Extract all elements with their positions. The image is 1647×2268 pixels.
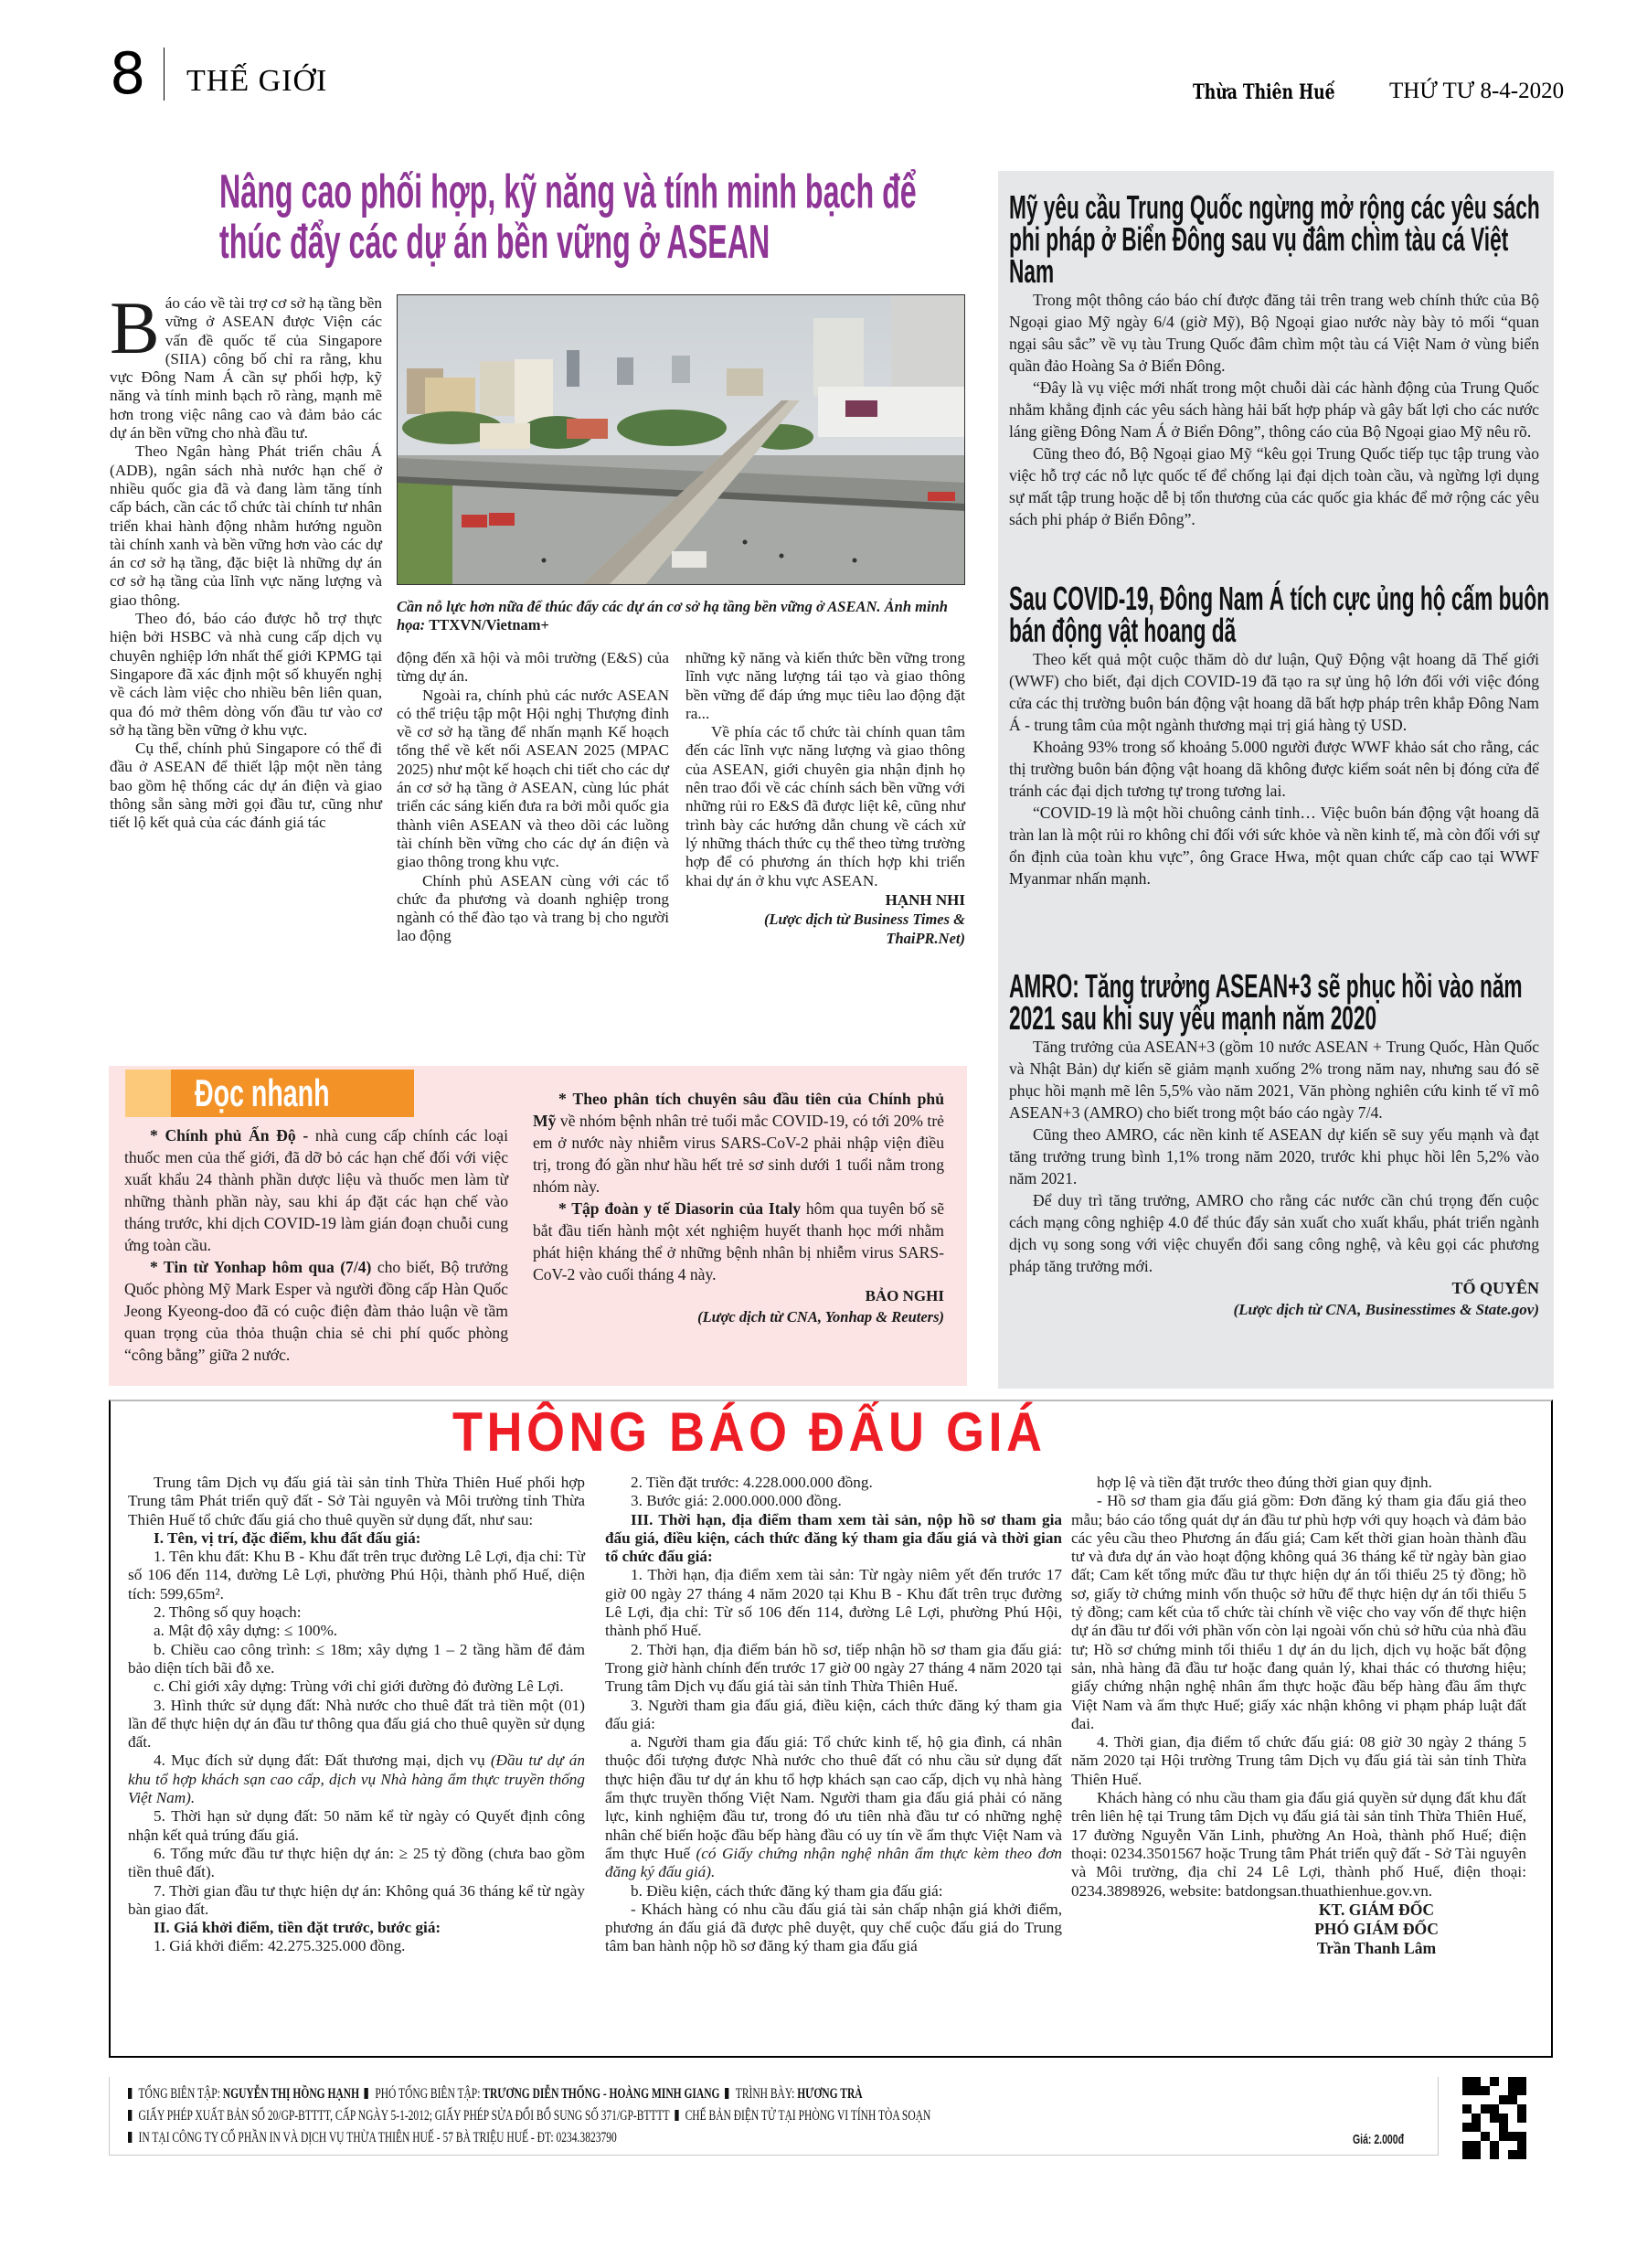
world-news-sidebar bbox=[998, 171, 1554, 1389]
quick-read-tab-accent bbox=[125, 1070, 171, 1117]
auction-paragraph: Trung tâm Dịch vụ đấu giá tài sản tỉnh Thừa Thiên Huế phối hợp Trung tâm Phát triển quỹ đất - Sở Tài nguyên và Môi trường tỉnh Thừa Thiên Huế tổ chức đấu giá cho thuê quyền sử dụng đất, như sau: bbox=[128, 1474, 585, 1528]
article-paragraph: Khoảng 93% trong số khoảng 5.000 người được WWF khảo sát cho rằng, các thị trường buôn bán động vật hoang dã không được kiểm soát nên bị đóng cửa để tránh các đại dịch tương tự trong tương lai. bbox=[1009, 738, 1539, 800]
page-number: 8 bbox=[110, 40, 146, 107]
issue-date: THỨ TƯ 8-4-2020 bbox=[1389, 79, 1565, 103]
auction-paragraph: - Hồ sơ tham gia đấu giá gồm: Đơn đăng ký tham gia đấu giá theo mẫu; báo cáo tổng quát dự án đầu tư phù hợp với quy hoạch và đảm bảo các yêu cầu theo Phương án đấu giá; Cam kết thời gian hoàn thành đầu tư và đưa dự án vào hoạt động không quá 36 tháng kể từ ngày bàn giao đất; Cam kết tổng mức đầu tư thực hiện dự án tối thiểu 25 tỷ đồng; hồ sơ, giấy tờ chứng minh vốn thuộc sở hữu để thực hiện dự án tối thiểu 5 tỷ đồng; cam kết của tổ chức tài chính về việc cho vay vốn để thực hiện dự án đầu tư đối với phần vốn còn lại ngoài vốn chủ sở hữu của nhà đầu tư; Hồ sơ chứng minh tối thiểu 1 dự án du lịch, dịch vụ hoặc bất động sản, nhà hàng đã đầu tư hoặc đang quản lý, khai thác có thương hiệu; giấy chứng nhận nghệ nhân ẩm thực hoặc đầu bếp hàng đầu ẩm thực Việt Nam và ẩm thực Huế; giấy xác nhận không vi phạm pháp luật đất đai. bbox=[1071, 1492, 1526, 1732]
auction-paragraph: c. Chỉ giới xây dựng: Trùng với chỉ giới đường đỏ đường Lê Lợi. bbox=[154, 1677, 564, 1696]
article-paragraph: “COVID-19 là một hồi chuông cảnh tỉnh… Việc buôn bán động vật hoang dã tràn lan là một rủi ro không chỉ đối với sức khỏe và nền kinh tế, mà còn đối với sự ổn định của toàn khu vực”, ông Grace Hwa, một quan chức cấp cao tại WWF Myanmar nhấn mạnh. bbox=[1009, 804, 1539, 888]
auction-paragraph: hợp lệ và tiền đặt trước theo đúng thời gian quy định. bbox=[1097, 1474, 1432, 1491]
main-article-column-3 bbox=[685, 649, 965, 948]
article-paragraph: Theo kết quả một cuộc thăm dò dư luận, Quỹ Động vật hoang dã Thế giới (WWF) cho biết, đại dịch COVID-19 đã tạo ra sự ủng hộ lớn đối với việc đóng cửa các thị trường buôn bán động vật hoang dã bất hợp pháp trên khắp Đông Nam Á - trung tâm của một ngành thương mại trị giá hàng tỷ USD. bbox=[1009, 650, 1539, 734]
article-paragraph: Để duy trì tăng trưởng, AMRO cho rằng các nước cần chú trọng đến cuộc cách mạng công nghiệp 4.0 để thúc đẩy sản xuất cho xuất khẩu, phát triển ngành dịch vụ song song với việc chuyển đổi sang công nghệ, và kêu gọi các phương pháp tăng trưởng mới. bbox=[1009, 1191, 1539, 1275]
article-photo bbox=[397, 294, 965, 585]
sidebar-article bbox=[1009, 188, 1540, 530]
photo-illustration-icon bbox=[398, 295, 965, 585]
article-paragraph: Ngoài ra, chính phủ các nước ASEAN có thể triệu tập một Hội nghị Thượng đỉnh về cơ sở hạ tầng để nhấn mạnh Kế hoạch tổng thể về kết nối ASEAN 2025 (MPAC 2025) như một kế hoạch chi tiết cho các dự án cơ sở hạ tầng ở ASEAN, cùng lúc phát triển các sáng kiến đưa ra bởi mỗi quốc gia thành viên ASEAN và theo dõi các luồng tài chính bền vững cho các dự án điện và giao thông trong khu vực. bbox=[397, 686, 669, 871]
quick-read-column-1 bbox=[124, 1124, 508, 1366]
article-paragraph: Chính phủ ASEAN cùng với các tổ chức đa phương và doanh nghiệp trong ngành có thể đào tạo và trang bị cho người lao động bbox=[397, 871, 669, 945]
article-paragraph: Theo đó, báo cáo được hỗ trợ thực hiện bởi HSBC và nhà cung cấp dịch vụ chuyên nghiệp lớn nhất thế giới KPMG tại Singapore đã xác định một số khuyến nghị về cách làm việc cho nhiều bên liên quan, qua đó mở thêm dòng vốn đầu tư vào cơ sở hạ tầng bền vững ở khu vực. bbox=[110, 610, 382, 739]
auction-paragraph: 7. Thời gian đầu tư thực hiện dự án: Không quá 36 tháng kể từ ngày bàn giao đất. bbox=[128, 1881, 585, 1918]
auction-column-3 bbox=[1071, 1474, 1526, 1958]
auction-paragraph: a. Người tham gia đấu giá: Tổ chức kinh tế, hộ gia đình, cá nhân thuộc đối tượng được Nhà nước cho thuê đất có nhu cầu sử dụng đất thực hiện đầu tư dự án khu tổ hợp khách sạn cao cấp, dịch vụ nhà hàng ẩm thực truyền thống Việt Nam. Người tham gia đấu giá phải có năng lực, kinh nghiệm đầu tư, trong đó ưu tiên nhà đầu tư có những nghệ nhân chế biến hoặc đầu bếp hàng đầu có uy tín về ẩm thực Việt Nam và ẩm thực Huế (có Giấy chứng nhận nghệ nhân ẩm thực kèm theo đơn đăng ký đấu giá). bbox=[605, 1733, 1062, 1881]
photo-caption: Cần nỗ lực hơn nữa để thúc đẩy các dự án cơ sở hạ tầng bền vững ở ASEAN. Ảnh minh họa: TTXVN/Vietnam+ bbox=[397, 598, 948, 634]
article-source: (Lược dịch từ Business Times & ThaiPR.Net) bbox=[763, 910, 965, 947]
sidebar-article bbox=[1009, 967, 1539, 1321]
footer-license: GIẤY PHÉP XUẤT BẢN SỐ 20/GP-BTTTT, CẤP NGÀY 5-1-2012; GIẤY PHÉP SỬA ĐỔI BỔ SUNG SỐ 371/GP-BTTTT CHẾ BẢN ĐIỆN TỬ TẠI PHÒNG VI TÍNH TÒA SOẠN bbox=[128, 2108, 930, 2124]
auction-paragraph: b. Điều kiện, cách thức đăng ký tham gia đấu giá: bbox=[631, 1881, 943, 1900]
sidebar-article bbox=[1009, 580, 1550, 889]
bullet-icon bbox=[675, 2110, 678, 2121]
auction-paragraph: 3. Bước giá: 2.000.000.000 đồng. bbox=[631, 1492, 842, 1510]
auction-paragraph: 1. Tên khu đất: Khu B - Khu đất trên trục đường Lê Lợi, địa chỉ: Từ số 106 đến 114, đường Lê Lợi, phường Phú Hội, thành phố Huế, diện tích: 599,65m². bbox=[128, 1548, 585, 1603]
article-paragraph: “Đây là vụ việc mới nhất trong một chuỗi dài các hành động của Trung Quốc nhằm khẳng định các yêu sách hàng hải bất hợp pháp và gây bất lợi cho các nước láng giềng Đông Nam Á ở Biển Đông”, thông cáo của Bộ Ngoại giao Mỹ nêu rõ. bbox=[1009, 378, 1539, 441]
auction-paragraph: 1. Thời hạn, địa điểm xem tài sản: Từ ngày niêm yết đến trước 17 giờ 00 ngày 27 tháng 4 năm 2020 tại Khu B - Khu đất trên trục đường Lê Lợi, địa chỉ: Từ số 106 đến 114, đường Lê Lợi, phường Phú Hội, thành phố Huế. bbox=[605, 1566, 1062, 1640]
sidebar-article-title: Mỹ yêu cầu Trung Quốc ngừng mở rộng các yêu sách phi pháp ở Biển Đông sau vụ đâm chìm tàu cá Việt Nam bbox=[1009, 188, 1540, 290]
article-paragraph: Báo cáo về tài trợ cơ sở hạ tầng bền vững ở ASEAN được Viện các vấn đề quốc tế của Singapore (SIIA) công bố chỉ ra rằng, khu vực Đông Nam Á cần sự phối hợp, kỹ năng và tính minh bạch rõ ràng, mạnh mẽ hơn trong việc nâng cao và đảm bảo các dự án bền vững cho nhà đầu tư. bbox=[110, 286, 382, 442]
article-paragraph: Tăng trưởng của ASEAN+3 (gồm 10 nước ASEAN + Trung Quốc, Hàn Quốc và Nhật Bản) dự kiến sẽ giảm mạnh xuống 2% trong năm nay, nhưng sau đó sẽ phục hồi mạnh mẽ lên 5,5% vào năm 2021, Văn phòng nghiên cứu kinh tế vĩ mô ASEAN+3 (AMRO) cho biết trong một báo cáo ngày 7/4. bbox=[1009, 1038, 1539, 1122]
bullet-icon bbox=[365, 2088, 368, 2099]
masthead-footer bbox=[109, 2077, 1439, 2156]
bullet-icon bbox=[128, 2110, 132, 2121]
quick-read-column-2 bbox=[533, 1088, 944, 1327]
sidebar-author: TỐ QUYÊN bbox=[1451, 1279, 1539, 1297]
footer-printer: IN TẠI CÔNG TY CỔ PHẦN IN VÀ DỊCH VỤ THỪA THIÊN HUẾ - 57 BÀ TRIỆU HUẾ - ĐT: 0234.3823790 bbox=[128, 2130, 617, 2146]
article-paragraph: Theo Ngân hàng Phát triển châu Á (ADB), ngân sách nhà nước hạn chế ở nhiều quốc gia đã và đang làm tăng tính cấp bách, cần các tổ chức tài chính tư nhân triển khai hành động nhằm hướng nguồn tài chính xanh và bền vững hơn vào các dự án cơ sở hạ tầng, đặc biệt là những dự án cơ sở hạ tầng của lĩnh vực năng lượng và giao thông. bbox=[110, 442, 382, 609]
auction-paragraph: 2. Thông số quy hoạch: bbox=[154, 1603, 302, 1622]
article-paragraph: động đến xã hội và môi trường (E&S) của từng dự án. bbox=[397, 649, 669, 686]
qr-code-icon[interactable] bbox=[1462, 2077, 1526, 2159]
sidebar-article-title: Sau COVID-19, Đông Nam Á tích cực ủng hộ cấm buôn bán động vật hoang dã bbox=[1009, 580, 1550, 649]
article-paragraph: Trong một thông cáo báo chí được đăng tải trên trang web chính thức của Bộ Ngoại giao Mỹ ngày 6/4 (giờ Mỹ), Bộ Ngoại giao nước này bày tỏ mối “quan ngại sâu sắc” về vụ tàu Trung Quốc đâm chìm một tàu cá Việt Nam ở vùng biển quần đảo Hoàng Sa ở Biển Đông. bbox=[1009, 291, 1539, 375]
auction-paragraph: - Khách hàng có nhu cầu đấu giá tài sản chấp nhận giá khởi điểm, phương án đấu giá đã được phê duyệt, quy chế cuộc đấu giá do Trung tâm ban hành nộp hồ sơ đăng ký tham gia đấu giá bbox=[605, 1900, 1062, 1955]
quick-read-title: Đọc nhanh bbox=[195, 1071, 330, 1114]
dropcap: B bbox=[110, 286, 160, 369]
quick-read-item: * Tin từ Yonhap hôm qua (7/4) cho biết, Bộ trưởng Quốc phòng Mỹ Mark Esper và người đồng cấp Hàn Quốc Jeong Kyeong-doo đã có cuộc điện đàm thảo luận về tầm quan trọng của thỏa thuận chia sẻ chi phí quốc phòng “công bằng” giữa 2 nước. bbox=[124, 1258, 508, 1364]
quick-read-source: (Lược dịch từ CNA, Yonhap & Reuters) bbox=[697, 1308, 944, 1326]
sidebar-article-title: AMRO: Tăng trưởng ASEAN+3 sẽ phục hồi vào năm 2021 sau khi suy yếu mạnh năm 2020 bbox=[1009, 967, 1523, 1037]
quick-read-item: * Chính phủ Ấn Độ - nhà cung cấp chính các loại thuốc men của thế giới, đã dỡ bỏ các hạn chế đối với việc xuất khẩu 24 thành phần dược liệu và thuốc men làm từ những thành phần này, sau khi áp đặt các hạn chế vào tháng trước, khi dịch COVID-19 làm gián đoạn chuỗi cung ứng toàn cầu. bbox=[124, 1126, 508, 1254]
auction-paragraph: 6. Tổng mức đầu tư thực hiện dự án: ≥ 25 tỷ đồng (chưa bao gồm tiền thuê đất). bbox=[128, 1844, 585, 1881]
quick-read-item: * Theo phân tích chuyên sâu đầu tiên của Chính phủ Mỹ về nhóm bệnh nhân trẻ tuổi mắc COVID-19, có tới 20% trẻ em ở nước này nhiễm virus SARS-CoV-2 phải nhập viện điều trị, trong đó gần như hầu hết trẻ sơ sinh dưới 1 tuổi nằm trong nhóm này. bbox=[533, 1090, 944, 1196]
sidebar-source: (Lược dịch từ CNA, Businesstimes & State.gov) bbox=[1233, 1301, 1539, 1318]
quick-read-author: BẢO NGHI bbox=[865, 1287, 944, 1304]
auction-paragraph: I. Tên, vị trí, đặc điểm, khu đất đấu giá: bbox=[154, 1528, 421, 1547]
auction-paragraph: Khách hàng có nhu cầu tham gia đấu giá quyền sử dụng đất khu đất trên liên hệ tại Trung tâm Dịch vụ đấu giá tài sản tỉnh Thừa Thiên Huế, 17 đường Nguyễn Văn Linh, phường An Hoà, thành phố Huế; điện thoại: 0234.3501567 hoặc Trung tâm Phát triển quỹ đất - Sở Tài nguyên và Môi trường, địa chỉ 24 Lê Lợi, thành phố Huế, điện thoại: 0234.3898926, website: batdongsan.thuathienhue.gov.vn. bbox=[1071, 1789, 1526, 1900]
auction-paragraph: 4. Mục đích sử dụng đất: Đất thương mại, dịch vụ (Đầu tư dự án khu tổ hợp khách sạn cao cấp, dịch vụ Nhà hàng ẩm thực truyền thống Việt Nam). bbox=[128, 1752, 585, 1807]
auction-paragraph: 3. Hình thức sử dụng đất: Nhà nước cho thuê đất trả tiền một (01) lần để thực hiện dự án đầu tư thông qua đấu giá cho thuê quyền sử dụng đất. bbox=[128, 1696, 585, 1752]
article-paragraph: Cũng theo AMRO, các nền kinh tế ASEAN dự kiến sẽ suy yếu mạnh và đạt tăng trưởng trung bình 1,1% trong năm 2020, trước khi phục hồi lên 5,2% vào năm 2021. bbox=[1009, 1125, 1539, 1187]
auction-paragraph: b. Chiều cao công trình: ≤ 18m; xây dựng 1 – 2 tầng hầm để đảm bảo diện tích bãi đỗ xe. bbox=[128, 1640, 585, 1677]
article-author: HẠNH NHI bbox=[885, 890, 965, 909]
signature-name: Trần Thanh Lâm bbox=[1316, 1938, 1437, 1957]
bullet-icon bbox=[725, 2088, 728, 2099]
main-article-column-1 bbox=[110, 286, 382, 833]
auction-paragraph: III. Thời hạn, địa điểm tham xem tài sản, nộp hồ sơ tham gia đấu giá, điều kiện, cách thức đăng ký tham gia đấu giá và thời gian tổ chức đấu giá: bbox=[605, 1510, 1062, 1566]
auction-paragraph: II. Giá khởi điểm, tiền đặt trước, bước giá: bbox=[154, 1919, 441, 1937]
article-paragraph: Cụ thể, chính phủ Singapore có thể đi đầu ở ASEAN để thiết lập một nền tảng bao gồm hệ thống các dự án điện và giao thông sẵn sàng mời gọi đầu tư, cũng như tiết lộ kết quả của các đánh giá tác bbox=[110, 740, 382, 832]
main-article-title-text: Nâng cao phối hợp, kỹ năng và tính minh bạch để thúc đẩy các dự án bền vững ở ASEAN bbox=[219, 165, 917, 269]
main-article-column-2 bbox=[397, 649, 669, 946]
cover-price: Giá: 2.000đ bbox=[1353, 2132, 1405, 2147]
bullet-icon bbox=[128, 2088, 132, 2099]
section-name: THẾ GIỚI bbox=[186, 64, 328, 98]
photo-credit: TTXVN/Vietnam+ bbox=[429, 616, 549, 634]
newspaper-name: Thừa Thiên Huế bbox=[1193, 80, 1335, 104]
auction-paragraph: 3. Người tham gia đấu giá, điều kiện, cách thức đăng ký tham gia đấu giá: bbox=[605, 1696, 1062, 1732]
auction-column-2 bbox=[605, 1474, 1062, 1956]
signature-role: PHÓ GIÁM ĐỐC bbox=[1314, 1919, 1439, 1938]
article-paragraph: những kỹ năng và kiến thức bền vững trong lĩnh vực năng lượng tái tạo và giao thông bền vững để đáp ứng mục tiêu lao động đặt ra... bbox=[685, 649, 965, 722]
auction-paragraph: 4. Thời gian, địa điểm tổ chức đấu giá: 08 giờ 30 ngày 2 tháng 5 năm 2020 tại Hội trường Trung tâm Dịch vụ đấu giá tài sản tỉnh Thừa Thiên Huế. bbox=[1071, 1733, 1526, 1788]
main-article-title bbox=[219, 167, 967, 268]
auction-paragraph: 2. Tiền đặt trước: 4.228.000.000 đồng. bbox=[631, 1474, 873, 1491]
article-paragraph: Về phía các tổ chức tài chính quan tâm đến các lĩnh vực năng lượng và giao thông của ASEAN, giới chuyên gia nhận định họ nên trao đổi về các chính sách bền vững với những rủi ro E&S đã được liệt kê, cũng như trình bày các hướng dẫn chung về cách xử lý những thách thức cụ thể theo từng trường hợp để có phương án thích hợp khi triển khai dự án ở khu vực ASEAN. bbox=[685, 723, 965, 889]
header-divider bbox=[164, 48, 165, 101]
auction-notice-title: THÔNG BÁO ĐẤU GIÁ bbox=[452, 1401, 1047, 1463]
auction-paragraph: 5. Thời hạn sử dụng đất: 50 năm kể từ ngày có Quyết định công nhận kết quả trúng đấu giá. bbox=[128, 1807, 585, 1844]
bullet-icon bbox=[128, 2132, 132, 2143]
auction-paragraph: 2. Thời hạn, địa điểm bán hồ sơ, tiếp nhận hồ sơ tham gia đấu giá: Trong giờ hành chính đến trước 17 giờ 00 ngày 27 tháng 4 năm 2020 tại Trung tâm Dịch vụ đấu giá tài sản tỉnh Thừa Thiên Huế. bbox=[605, 1640, 1062, 1696]
auction-column-1 bbox=[128, 1474, 585, 1956]
quick-read-item: * Tập đoàn y tế Diasorin của Italy hôm qua tuyên bố sẽ bắt đầu tiến hành một xét nghiệm huyết thanh học mới nhằm phát hiện kháng thể ở những bệnh nhân bị nhiễm virus SARS-CoV-2 vào cuối tháng 4 này. bbox=[533, 1199, 945, 1283]
article-paragraph: Cũng theo đó, Bộ Ngoại giao Mỹ “kêu gọi Trung Quốc tiếp tục tập trung vào việc hỗ trợ các nỗ lực quốc tế để chống lại đại dịch toàn cầu, và ngừng lợi dụng sự mất tập trung hoặc dễ bị tổn thương của các quốc gia khác để mở rộng các yêu sách phi pháp ở Biển Đông”. bbox=[1009, 444, 1539, 528]
auction-paragraph: 1. Giá khởi điểm: 42.275.325.000 đồng. bbox=[154, 1937, 406, 1955]
footer-editors: TỔNG BIÊN TẬP: NGUYỄN THỊ HỒNG HẠNH PHÓ TỔNG BIÊN TẬP: TRƯƠNG DIỄN THỐNG - HOÀNG MINH GIANG TRÌNH BÀY: HƯƠNG TRÀ bbox=[128, 2086, 863, 2103]
signature-title: KT. GIÁM ĐỐC bbox=[1318, 1900, 1435, 1919]
auction-paragraph: a. Mật độ xây dựng: ≤ 100%. bbox=[154, 1622, 338, 1640]
